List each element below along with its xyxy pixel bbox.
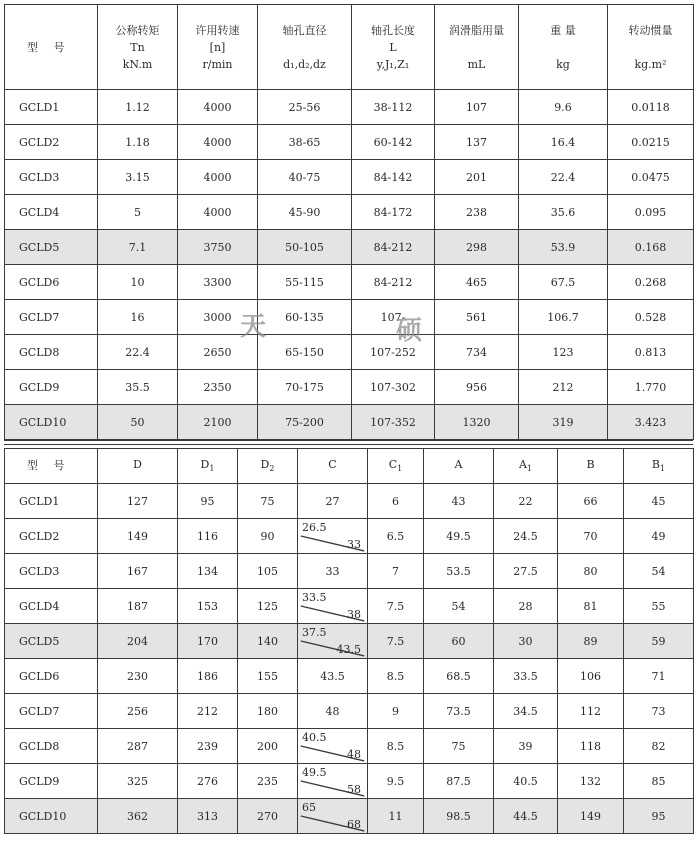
param-cell: 107-302 xyxy=(352,370,435,405)
dim-cell: 85 xyxy=(624,764,694,799)
param-cell: 16 xyxy=(98,300,178,335)
param-cell: 7.1 xyxy=(98,230,178,265)
param-cell: 201 xyxy=(435,160,519,195)
dim-cell-c-top: 26.5 xyxy=(302,521,327,534)
dim-row xyxy=(5,519,694,554)
dim-cell: 140 xyxy=(238,624,298,659)
dim-cell: 116 xyxy=(178,519,238,554)
dim-row xyxy=(5,729,694,764)
dim-cell-c-split xyxy=(298,764,368,799)
param-cell: 0.0118 xyxy=(608,90,694,125)
dim-cell: 276 xyxy=(178,764,238,799)
dim-cell-c-split xyxy=(298,589,368,624)
param-cell: 53.9 xyxy=(519,230,608,265)
dim-cell-c-split xyxy=(298,624,368,659)
dim-cell-c-bottom: 48 xyxy=(347,748,361,761)
dim-cell: GCLD6 xyxy=(5,659,98,694)
dim-cell: GCLD3 xyxy=(5,554,98,589)
parameter-table-body xyxy=(5,90,694,440)
dim-cell: 167 xyxy=(98,554,178,589)
param-cell: 107- xyxy=(352,300,435,335)
dim-cell: 170 xyxy=(178,624,238,659)
dim-header-3-sub: 2 xyxy=(269,464,275,474)
dim-cell: 325 xyxy=(98,764,178,799)
dim-cell-c-bottom: 33 xyxy=(347,538,361,551)
dim-cell: 73 xyxy=(624,694,694,729)
dim-cell: 287 xyxy=(98,729,178,764)
dim-cell: 82 xyxy=(624,729,694,764)
param-cell: 4000 xyxy=(178,90,258,125)
param-cell: 107-252 xyxy=(352,335,435,370)
param-cell: 60-135 xyxy=(258,300,352,335)
param-cell: 84-142 xyxy=(352,160,435,195)
param-cell: 50-105 xyxy=(258,230,352,265)
param-cell: 2100 xyxy=(178,405,258,440)
dim-cell: 105 xyxy=(238,554,298,589)
param-cell: 956 xyxy=(435,370,519,405)
dim-cell: 125 xyxy=(238,589,298,624)
dim-header-4 xyxy=(298,449,368,484)
dim-cell: 9.5 xyxy=(368,764,424,799)
param-row xyxy=(5,125,694,160)
param-cell: 107-352 xyxy=(352,405,435,440)
param-header-1-l2: Tn xyxy=(130,40,145,54)
dim-cell: 33.5 xyxy=(494,659,558,694)
dim-cell: GCLD5 xyxy=(5,624,98,659)
param-header-2-l3: r/min xyxy=(202,57,233,71)
dim-cell: 112 xyxy=(558,694,624,729)
dim-header-6-main: A xyxy=(454,458,463,472)
param-row xyxy=(5,195,694,230)
param-cell: 38-112 xyxy=(352,90,435,125)
dim-cell: 98.5 xyxy=(424,799,494,834)
param-cell: 65-150 xyxy=(258,335,352,370)
param-cell: 4000 xyxy=(178,160,258,195)
dim-cell: GCLD2 xyxy=(5,519,98,554)
dim-cell: GCLD8 xyxy=(5,729,98,764)
param-cell: 465 xyxy=(435,265,519,300)
dim-row xyxy=(5,484,694,519)
param-cell: 84-172 xyxy=(352,195,435,230)
param-cell: 1.770 xyxy=(608,370,694,405)
dim-cell: 313 xyxy=(178,799,238,834)
dim-header-7-main: A xyxy=(518,458,527,472)
dim-cell: 44.5 xyxy=(494,799,558,834)
param-header-5 xyxy=(435,5,519,90)
dim-header-9 xyxy=(624,449,694,484)
param-row xyxy=(5,230,694,265)
dim-cell: 134 xyxy=(178,554,238,589)
param-cell: 25-56 xyxy=(258,90,352,125)
param-cell: 319 xyxy=(519,405,608,440)
dim-cell: GCLD9 xyxy=(5,764,98,799)
dim-cell: 39 xyxy=(494,729,558,764)
param-header-0-l3 xyxy=(27,56,97,73)
dim-cell: 149 xyxy=(558,799,624,834)
param-cell: 212 xyxy=(519,370,608,405)
param-cell: 0.528 xyxy=(608,300,694,335)
dim-cell: 153 xyxy=(178,589,238,624)
param-cell: 35.5 xyxy=(98,370,178,405)
dim-header-7 xyxy=(494,449,558,484)
dim-cell: 43.5 xyxy=(298,659,368,694)
watermark-char-1: 天 xyxy=(240,312,267,342)
dim-cell: 40.5 xyxy=(494,764,558,799)
param-cell: 123 xyxy=(519,335,608,370)
param-header-4-l3: y,J₁,Z₁ xyxy=(376,57,410,71)
dim-cell: GCLD7 xyxy=(5,694,98,729)
param-header-3-l2 xyxy=(258,39,351,56)
param-row xyxy=(5,335,694,370)
param-cell: 35.6 xyxy=(519,195,608,230)
param-cell: 3.423 xyxy=(608,405,694,440)
dim-cell: 22 xyxy=(494,484,558,519)
dimension-table-header xyxy=(5,449,694,484)
dim-cell: 68.5 xyxy=(424,659,494,694)
dim-cell: 8.5 xyxy=(368,659,424,694)
param-cell: GCLD3 xyxy=(5,160,98,195)
dim-header-0 xyxy=(5,449,98,484)
param-header-7-l3: kg.m² xyxy=(634,57,667,71)
dim-cell-c-bottom: 43.5 xyxy=(336,643,361,656)
dim-cell-c-split xyxy=(298,729,368,764)
param-header-6 xyxy=(519,5,608,90)
dim-header-7-sub: 1 xyxy=(526,464,533,474)
param-header-4-l1: 轴孔长度 xyxy=(371,23,415,37)
dim-cell: 71 xyxy=(624,659,694,694)
param-header-5-l3: mL xyxy=(467,57,486,71)
dim-cell: 204 xyxy=(98,624,178,659)
dim-cell: 7.5 xyxy=(368,624,424,659)
dim-cell: 27.5 xyxy=(494,554,558,589)
dim-header-3 xyxy=(238,449,298,484)
param-cell: 2650 xyxy=(178,335,258,370)
dim-cell-c-top: 40.5 xyxy=(302,731,327,744)
param-header-2-l1: 许用转速 xyxy=(195,23,240,37)
dim-cell: 49 xyxy=(624,519,694,554)
dim-cell: 53.5 xyxy=(424,554,494,589)
dim-cell: 81 xyxy=(558,589,624,624)
param-header-6-l3: kg xyxy=(556,57,570,71)
dim-header-6 xyxy=(424,449,494,484)
dim-header-2 xyxy=(178,449,238,484)
dim-cell: 73.5 xyxy=(424,694,494,729)
param-cell: 0.0215 xyxy=(608,125,694,160)
dim-row xyxy=(5,589,694,624)
param-cell: 9.6 xyxy=(519,90,608,125)
dim-header-8 xyxy=(558,449,624,484)
dim-header-3-main: D xyxy=(260,458,270,472)
param-cell: 238 xyxy=(435,195,519,230)
param-cell: 22.4 xyxy=(519,160,608,195)
dim-cell: 60 xyxy=(424,624,494,659)
dim-cell: 149 xyxy=(98,519,178,554)
dim-cell: 6 xyxy=(368,484,424,519)
param-cell: GCLD6 xyxy=(5,265,98,300)
dim-cell-c-top: 65 xyxy=(302,801,316,814)
dim-cell: 70 xyxy=(558,519,624,554)
param-header-3-l1: 轴孔直径 xyxy=(282,23,327,37)
param-cell: 67.5 xyxy=(519,265,608,300)
dim-cell: 66 xyxy=(558,484,624,519)
param-header-1-l3: kN.m xyxy=(122,57,153,71)
dim-cell: 95 xyxy=(624,799,694,834)
param-cell: GCLD1 xyxy=(5,90,98,125)
param-header-3-l3: d₁,d₂,dz xyxy=(283,57,326,71)
dim-cell: 45 xyxy=(624,484,694,519)
param-cell: 55-115 xyxy=(258,265,352,300)
dim-cell: 6.5 xyxy=(368,519,424,554)
dim-cell: 59 xyxy=(624,624,694,659)
dim-cell: 9 xyxy=(368,694,424,729)
param-cell: 1.18 xyxy=(98,125,178,160)
param-header-7-l2 xyxy=(608,39,693,56)
dim-cell: 270 xyxy=(238,799,298,834)
dim-header-9-main: B xyxy=(651,458,660,472)
dim-header-5-sub: 1 xyxy=(397,464,403,474)
param-cell: 4000 xyxy=(178,195,258,230)
dim-cell-c-top: 37.5 xyxy=(302,626,327,639)
dim-row xyxy=(5,764,694,799)
param-cell: 2350 xyxy=(178,370,258,405)
param-cell: GCLD2 xyxy=(5,125,98,160)
dim-cell: GCLD1 xyxy=(5,484,98,519)
param-cell: 3750 xyxy=(178,230,258,265)
param-header-7-l1: 转动惯量 xyxy=(628,23,673,37)
dim-cell: 118 xyxy=(558,729,624,764)
table-divider xyxy=(4,440,693,445)
param-cell: 0.813 xyxy=(608,335,694,370)
param-header-7 xyxy=(608,5,694,90)
dim-cell: 30 xyxy=(494,624,558,659)
dimension-table-body xyxy=(5,484,694,834)
dim-cell: 230 xyxy=(98,659,178,694)
param-cell: GCLD10 xyxy=(5,405,98,440)
param-header-4 xyxy=(352,5,435,90)
dim-row xyxy=(5,799,694,834)
param-header-0 xyxy=(5,5,98,90)
dim-row xyxy=(5,659,694,694)
param-row xyxy=(5,405,694,440)
param-cell: 0.095 xyxy=(608,195,694,230)
param-cell: 70-175 xyxy=(258,370,352,405)
dim-cell: 187 xyxy=(98,589,178,624)
dim-cell: 212 xyxy=(178,694,238,729)
param-cell: 22.4 xyxy=(98,335,178,370)
param-cell: 106.7 xyxy=(519,300,608,335)
param-row xyxy=(5,90,694,125)
dim-cell: 132 xyxy=(558,764,624,799)
dim-cell: 43 xyxy=(424,484,494,519)
dim-header-5-main: C xyxy=(388,458,398,472)
dim-cell: 106 xyxy=(558,659,624,694)
dim-cell: 7 xyxy=(368,554,424,589)
dim-cell: 7.5 xyxy=(368,589,424,624)
dim-cell: 200 xyxy=(238,729,298,764)
dim-cell: 95 xyxy=(178,484,238,519)
dim-cell: 256 xyxy=(98,694,178,729)
dim-cell: 235 xyxy=(238,764,298,799)
dim-cell-c-top: 33.5 xyxy=(302,591,327,604)
dim-cell: 8.5 xyxy=(368,729,424,764)
param-header-4-l2: L xyxy=(389,40,397,54)
param-cell: 734 xyxy=(435,335,519,370)
dim-cell: 55 xyxy=(624,589,694,624)
parameter-table xyxy=(4,4,694,440)
dim-cell-c-bottom: 58 xyxy=(347,783,361,796)
dim-cell: 75 xyxy=(424,729,494,764)
watermark-char-2: 硕 xyxy=(396,316,423,346)
param-cell: 3.15 xyxy=(98,160,178,195)
param-header-0-l2: 型 号 xyxy=(27,40,71,54)
param-cell: GCLD5 xyxy=(5,230,98,265)
param-cell: 10 xyxy=(98,265,178,300)
param-cell: 107 xyxy=(435,90,519,125)
dim-header-9-sub: 1 xyxy=(660,464,666,474)
param-row xyxy=(5,370,694,405)
parameter-table-header xyxy=(5,5,694,90)
dim-header-2-sub: 1 xyxy=(209,464,215,474)
param-cell: GCLD8 xyxy=(5,335,98,370)
dim-cell: 155 xyxy=(238,659,298,694)
dim-cell: 34.5 xyxy=(494,694,558,729)
param-cell: 0.0475 xyxy=(608,160,694,195)
dim-cell: 54 xyxy=(424,589,494,624)
param-cell: 4000 xyxy=(178,125,258,160)
dim-cell: 24.5 xyxy=(494,519,558,554)
dim-cell: 89 xyxy=(558,624,624,659)
param-cell: 45-90 xyxy=(258,195,352,230)
param-cell: 3300 xyxy=(178,265,258,300)
dim-cell: 27 xyxy=(298,484,368,519)
dim-header-8-main: B xyxy=(586,458,595,472)
param-cell: 3000 xyxy=(178,300,258,335)
param-cell: GCLD4 xyxy=(5,195,98,230)
dim-header-1 xyxy=(98,449,178,484)
dim-cell-c-split xyxy=(298,519,368,554)
dim-cell: GCLD4 xyxy=(5,589,98,624)
dim-header-4-main: C xyxy=(328,458,337,472)
dim-row xyxy=(5,554,694,589)
dim-header-5 xyxy=(368,449,424,484)
param-cell: 1320 xyxy=(435,405,519,440)
param-cell: 561 xyxy=(435,300,519,335)
param-cell: 0.168 xyxy=(608,230,694,265)
param-header-2 xyxy=(178,5,258,90)
param-header-1 xyxy=(98,5,178,90)
dim-cell: GCLD10 xyxy=(5,799,98,834)
param-cell: GCLD7 xyxy=(5,300,98,335)
dim-cell: 362 xyxy=(98,799,178,834)
dim-cell: 87.5 xyxy=(424,764,494,799)
dim-cell: 54 xyxy=(624,554,694,589)
dim-cell-c-top: 49.5 xyxy=(302,766,327,779)
dim-row xyxy=(5,694,694,729)
dim-cell-c-bottom: 38 xyxy=(347,608,361,621)
dim-cell: 80 xyxy=(558,554,624,589)
dim-cell: 28 xyxy=(494,589,558,624)
dim-row xyxy=(5,624,694,659)
param-row xyxy=(5,265,694,300)
param-cell: 84-212 xyxy=(352,230,435,265)
param-header-6-l1: 重 量 xyxy=(550,23,576,37)
param-cell: 16.4 xyxy=(519,125,608,160)
dim-cell: 33 xyxy=(298,554,368,589)
param-header-3 xyxy=(258,5,352,90)
dim-header-2-main: D xyxy=(200,458,210,472)
param-row xyxy=(5,300,694,335)
param-header-5-l2 xyxy=(435,39,518,56)
param-cell: 50 xyxy=(98,405,178,440)
dim-cell: 48 xyxy=(298,694,368,729)
param-cell: GCLD9 xyxy=(5,370,98,405)
param-header-2-l2: [n] xyxy=(209,40,226,54)
dim-cell: 186 xyxy=(178,659,238,694)
dim-cell: 239 xyxy=(178,729,238,764)
param-cell: 75-200 xyxy=(258,405,352,440)
param-cell: 60-142 xyxy=(352,125,435,160)
param-header-1-l1: 公称转矩 xyxy=(115,23,160,37)
param-cell: 5 xyxy=(98,195,178,230)
param-cell: 0.268 xyxy=(608,265,694,300)
dim-cell-c-split xyxy=(298,799,368,834)
param-cell: 137 xyxy=(435,125,519,160)
dim-header-1-main: D xyxy=(133,458,142,472)
param-cell: 298 xyxy=(435,230,519,265)
param-cell: 38-65 xyxy=(258,125,352,160)
dim-cell-c-bottom: 68 xyxy=(347,818,361,831)
dim-header-0-main: 型 号 xyxy=(27,459,71,473)
param-header-6-l2 xyxy=(519,39,607,56)
dim-cell: 75 xyxy=(238,484,298,519)
dim-cell: 11 xyxy=(368,799,424,834)
dim-cell: 90 xyxy=(238,519,298,554)
dim-cell: 180 xyxy=(238,694,298,729)
param-cell: 40-75 xyxy=(258,160,352,195)
param-header-5-l1: 润滑脂用量 xyxy=(449,23,504,37)
dim-cell: 49.5 xyxy=(424,519,494,554)
dim-cell: 127 xyxy=(98,484,178,519)
param-cell: 1.12 xyxy=(98,90,178,125)
dimension-table xyxy=(4,448,694,834)
param-cell: 84-212 xyxy=(352,265,435,300)
param-row xyxy=(5,160,694,195)
param-header-0-l1 xyxy=(27,22,97,39)
